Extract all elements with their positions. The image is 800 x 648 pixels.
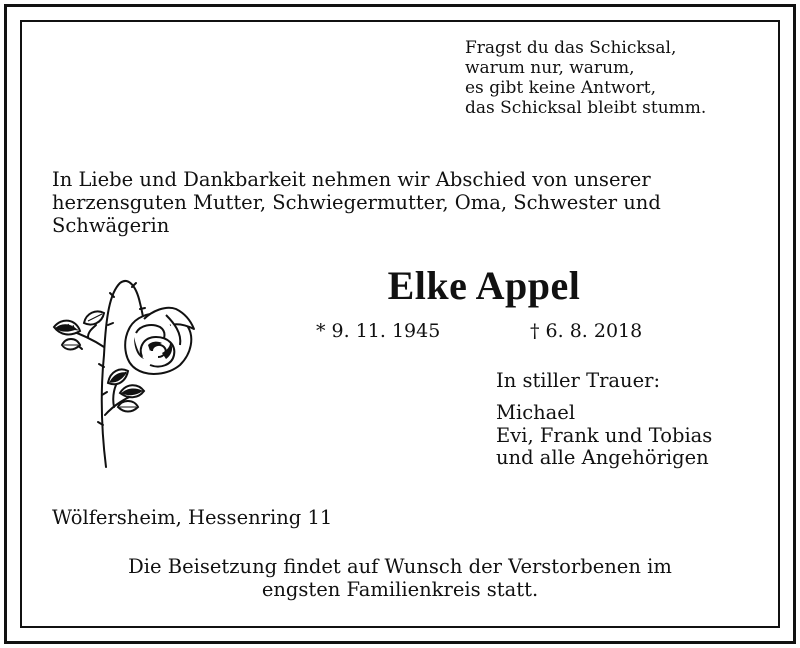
mourners-heading: In stiller Trauer: (496, 369, 661, 392)
mourners-list (496, 402, 712, 470)
poem-line: warum nur, warum, (465, 58, 635, 78)
mourner-name: Evi, Frank und Tobias (496, 423, 713, 447)
intro-line: herzensguten Mutter, Schwiegermutter, Oma, Schwester und (52, 191, 661, 214)
notice-line: Die Beisetzung findet auf Wunsch der Verstorbenen im (128, 555, 672, 578)
poem-line: es gibt keine Antwort, (465, 78, 657, 98)
address: Wölfersheim, Hessenring 11 (52, 506, 333, 529)
death-date: † 6. 8. 2018 (530, 320, 643, 342)
mourner-name: Michael (496, 401, 576, 424)
notice-line: engsten Familienkreis statt. (261, 578, 539, 601)
mourner-name: und alle Angehörigen (496, 446, 709, 469)
poem-line: Fragst du das Schicksal, (465, 38, 677, 58)
deceased-name: Elke Appel (387, 263, 581, 308)
birth-date: * 9. 11. 1945 (316, 320, 441, 342)
funeral-notice (0, 555, 800, 601)
poem (465, 38, 706, 118)
poem-line: das Schicksal bleibt stumm. (465, 98, 707, 118)
intro-line: Schwägerin (52, 214, 170, 237)
intro-text (52, 168, 661, 237)
intro-line: In Liebe und Dankbarkeit nehmen wir Abschied von unserer (52, 168, 651, 191)
